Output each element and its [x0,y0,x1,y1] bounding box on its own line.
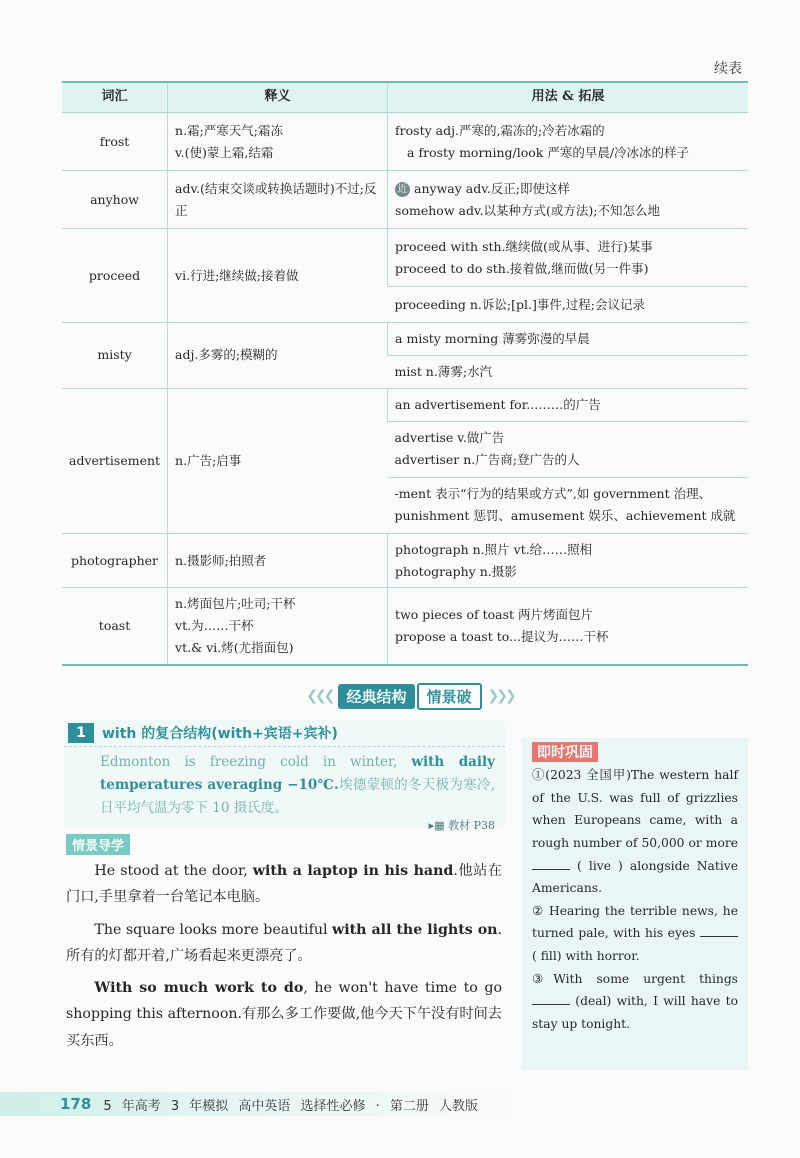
table-header-row [62,82,748,113]
answer-blank[interactable] [532,857,570,869]
row-usage: mist n.薄雾;水汽 [388,355,748,388]
table-row [62,229,748,287]
header-word: 词汇 [62,82,168,113]
row-meaning: n.摄影师;拍照者 [168,533,388,588]
row-usage: proceeding n.诉讼;[pl.]事件,过程;会议记录 [388,287,748,323]
page-footer [0,1092,520,1116]
structure-example: Edmonton is freezing cold in winter, with daily temperatures averaging −10℃.埃德蒙顿的冬天极为寒冷,日平均气温为零下 10 摄氏度。 [100,754,495,817]
row-word: anyhow [62,171,168,229]
structure-box [64,720,505,832]
row-word: proceed [62,229,168,323]
row-word: toast [62,588,168,665]
example-sentence: He stood at the door, with a laptop in his hand.他站在门口,手里拿着一台笔记本电脑。 [66,863,502,906]
table-row [62,588,748,665]
row-usage: a misty morning 薄雾弥漫的早晨 [388,323,748,356]
banner-left-text: 经典结构 [338,684,414,709]
row-meaning: n.广告;启事 [168,388,388,533]
structure-header [64,720,505,747]
row-word: photographer [62,533,168,588]
page-number: 178 [60,1095,92,1113]
table-row [62,533,748,588]
chevron-right-icon: ❯❯❯ [487,688,514,704]
header-usage: 用法 & 拓展 [388,82,748,113]
row-usage: 近 anyway adv.反正;即使这样 somehow adv.以某种方式(或方法);不知怎么地 [388,171,748,229]
structure-title: with 的复合结构(with+宾语+宾补) [102,726,338,742]
table-row [62,323,748,356]
book-icon: ▸▦ [428,818,449,832]
structure-number: 1 [68,723,94,743]
textbook-source: ▸▦ 教材 P38 [428,818,495,832]
header-meaning: 释义 [168,82,388,113]
answer-blank[interactable] [532,993,570,1005]
row-usage: proceed with sth.继续做(或从事、进行)某事 proceed to do sth.接着做,继而做(另一件事) [388,229,748,287]
row-usage: photograph n.照片 vt.给……照相 photography n.摄影 [388,533,748,588]
practice-panel [522,738,748,1070]
table-row [62,171,748,229]
continued-label: 续表 [714,61,742,77]
row-usage: advertise v.做广告 advertiser n.广告商;登广告的人 [388,421,748,477]
row-meaning: adv.(结束交谈或转换话题时)不过;反正 [168,171,388,229]
row-meaning: n.霜;严寒天气;霜冻 v.(使)蒙上霜,结霜 [168,113,388,171]
chevron-left-icon: ❮❮❮ [306,688,333,704]
table-row [62,388,748,421]
example-sentence: With so much work to do, he won't have time to go shopping this afternoon.有那么多工作要做,他今天下午没有时间去买东西。 [66,980,502,1049]
practice-label: 即时巩固 [532,742,598,762]
row-word: frost [62,113,168,171]
practice-item: ①(2023 全国甲)The western half of the U.S. was full of grizzlies when Europeans came, with a rough number of 50,000 or more ( live ) alongside Native Americans. [532,768,738,896]
row-meaning: vi.行进;继续做;接着做 [168,229,388,323]
answer-blank[interactable] [700,925,738,937]
row-usage: an advertisement for...……的广告 [388,388,748,421]
example-sentence: The square looks more beautiful with all the lights on.所有的灯都开着,广场看起来更漂亮了。 [66,921,503,964]
row-word: advertisement [62,388,168,533]
row-meaning: adj.多雾的;模糊的 [168,323,388,389]
vocabulary-table [62,81,748,666]
row-usage: two pieces of toast 两片烤面包片 propose a toast to...提议为……干杯 [388,588,748,665]
book-title: 5 年高考 3 年模拟 高中英语 选择性必修 · 第二册 人教版 [103,1098,479,1114]
practice-item: ③With some urgent things (deal) with, I will have to stay up tonight. [532,971,738,1031]
synonym-badge-icon: 近 [395,182,410,197]
guide-label: 情景导学 [66,834,130,855]
section-banner [300,683,520,709]
example-sentences [66,858,502,1060]
practice-item: ② Hearing the terrible news, he turned pale, with his eyes ( fill) with horror. [532,903,738,963]
row-meaning: n.烤面包片;吐司;干杯 vt.为……干杯 vt.& vi.烤(尤指面包) [168,588,388,665]
row-usage: -ment 表示“行为的结果或方式”,如 government 治理、punishment 惩罚、amusement 娱乐、achievement 成就 [388,477,748,533]
row-usage: frosty adj.严寒的,霜冻的;冷若冰霜的 a frosty morning/look 严寒的早晨/冷冰冰的样子 [388,113,748,171]
banner-right-text: 情景破 [417,683,482,710]
row-word: misty [62,323,168,389]
table-row [62,113,748,171]
